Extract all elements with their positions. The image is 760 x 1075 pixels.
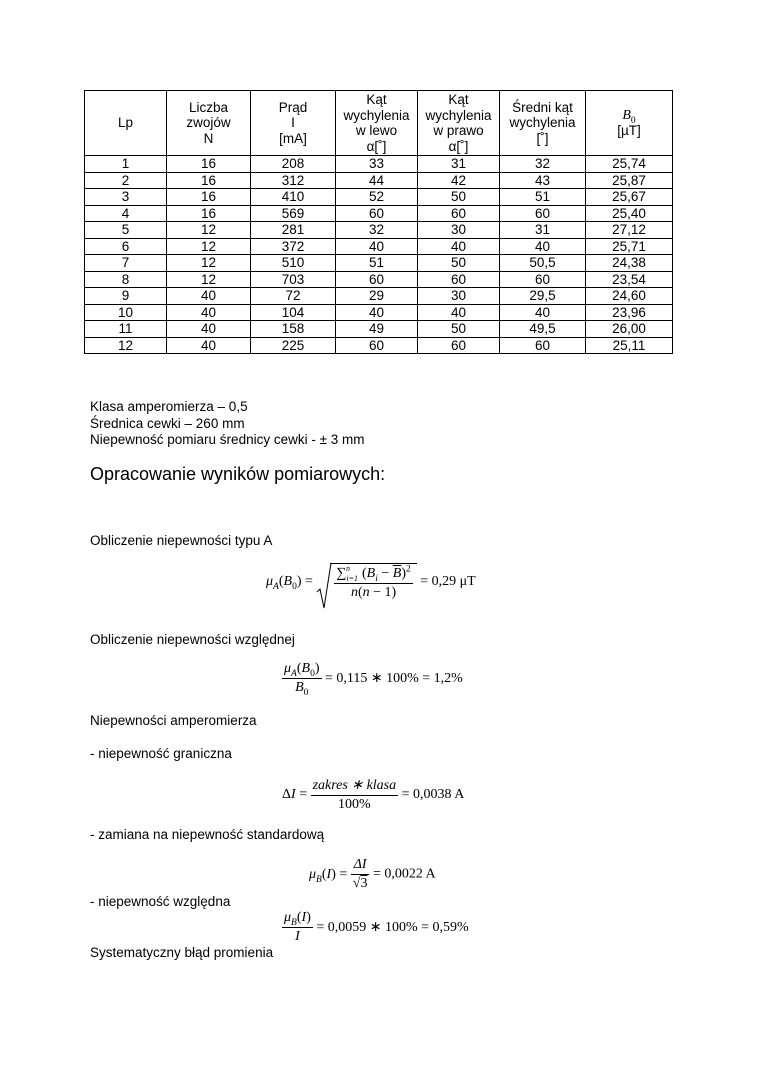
table-cell: 1 bbox=[85, 156, 167, 173]
table-cell: 410 bbox=[251, 189, 336, 206]
table-cell: 40 bbox=[167, 288, 251, 305]
table-cell: 2 bbox=[85, 172, 167, 189]
table-cell: 27,12 bbox=[586, 222, 673, 239]
table-cell: 52 bbox=[336, 189, 418, 206]
table-cell: 23,54 bbox=[586, 271, 673, 288]
standard-result: = 0,0022 A bbox=[372, 866, 436, 882]
column-header-line: α[˚] bbox=[448, 138, 469, 154]
column-header-line: [˚] bbox=[536, 130, 549, 146]
column-header-line: w prawo bbox=[433, 123, 484, 138]
column-header-line: wychylenia bbox=[343, 107, 410, 123]
table-cell: 49 bbox=[336, 321, 418, 338]
table-cell: 51 bbox=[500, 189, 586, 206]
type-a-label: Obliczenie niepewności typu A bbox=[90, 533, 273, 548]
table-cell: 32 bbox=[500, 156, 586, 173]
formula-relative2: $\frac{\mu_B(I)}{I}$ = 0,0059 ∗ 100% = 0,59% bbox=[284, 910, 469, 944]
table-cell: 44 bbox=[336, 172, 418, 189]
standard-numerator: ΔI bbox=[351, 857, 370, 875]
table-cell: 9 bbox=[85, 288, 167, 305]
limit-numerator: zakres ∗ klasa bbox=[311, 777, 399, 796]
square-root: $\frac{\sum_{i=1}^n (B_i - \overline{B})^2}{n(n - 1)}$ bbox=[316, 563, 416, 601]
table-cell: 31 bbox=[500, 222, 586, 239]
table-cell: 25,67 bbox=[586, 189, 673, 206]
column-header-line: [mA] bbox=[279, 130, 307, 146]
table-cell: 6 bbox=[85, 238, 167, 255]
table-cell: 43 bbox=[500, 172, 586, 189]
column-header-line: α[˚] bbox=[366, 138, 387, 154]
table-cell: 312 bbox=[251, 172, 336, 189]
table-row bbox=[85, 172, 673, 189]
table-row bbox=[85, 156, 673, 173]
section-heading: Opracowanie wyników pomiarowych: bbox=[90, 464, 386, 484]
table-cell: 23,96 bbox=[586, 304, 673, 321]
table-cell: 569 bbox=[251, 205, 336, 222]
table-cell: 104 bbox=[251, 304, 336, 321]
column-header bbox=[500, 91, 586, 156]
table-row bbox=[85, 205, 673, 222]
table-cell: 30 bbox=[418, 288, 500, 305]
table-cell: 12 bbox=[167, 271, 251, 288]
systematic-label: Systematyczny błąd promienia bbox=[90, 945, 274, 960]
table-cell: 7 bbox=[85, 255, 167, 272]
standard-label: - zamiana na niepewność standardową bbox=[90, 827, 325, 842]
column-header bbox=[167, 91, 251, 156]
table-cell: 281 bbox=[251, 222, 336, 239]
column-header bbox=[336, 91, 418, 156]
table-row bbox=[85, 271, 673, 288]
table-cell: 10 bbox=[85, 304, 167, 321]
table-row bbox=[85, 288, 673, 305]
column-header-line: $B_0$ bbox=[622, 107, 636, 126]
table-cell: 40 bbox=[167, 304, 251, 321]
column-header-line: N bbox=[203, 130, 214, 146]
table-cell: 40 bbox=[418, 304, 500, 321]
table-row bbox=[85, 337, 673, 354]
table-cell: 50 bbox=[418, 255, 500, 272]
table-cell: 60 bbox=[500, 205, 586, 222]
table-cell: 60 bbox=[418, 337, 500, 354]
table-cell: 29 bbox=[336, 288, 418, 305]
table-cell: 3 bbox=[85, 189, 167, 206]
table-cell: 25,71 bbox=[586, 238, 673, 255]
table-cell: 29,5 bbox=[500, 288, 586, 305]
column-header-line: zwojów bbox=[186, 115, 231, 131]
limit-label: - niepewność graniczna bbox=[90, 746, 232, 761]
table-header bbox=[85, 91, 673, 156]
table-cell: 30 bbox=[418, 222, 500, 239]
type-a-result: = 0,29 μT bbox=[420, 574, 476, 589]
table-cell: 510 bbox=[251, 255, 336, 272]
table-cell: 5 bbox=[85, 222, 167, 239]
table-cell: 40 bbox=[500, 304, 586, 321]
table-row bbox=[85, 238, 673, 255]
table-row bbox=[85, 304, 673, 321]
table-cell: 158 bbox=[251, 321, 336, 338]
table-cell: 25,40 bbox=[586, 205, 673, 222]
table-cell: 40 bbox=[167, 337, 251, 354]
table-cell: 225 bbox=[251, 337, 336, 354]
table-cell: 60 bbox=[500, 337, 586, 354]
table-cell: 32 bbox=[336, 222, 418, 239]
relative-result: = 0,115 ∗ 100% = 1,2% bbox=[325, 671, 463, 686]
table-cell: 25,11 bbox=[586, 337, 673, 354]
column-header bbox=[418, 91, 500, 156]
table-cell: 60 bbox=[336, 337, 418, 354]
table-cell: 51 bbox=[336, 255, 418, 272]
relative-label: Obliczenie niepewności względnej bbox=[90, 632, 295, 647]
table-cell: 12 bbox=[167, 238, 251, 255]
formula-type-a: $\mu_A(B_0)$ = $\frac{\sum_{i=1}^n (B_i - \overline{B})^2}{n(n - 1)}$ = 0,29 μT bbox=[266, 563, 476, 601]
column-header-line: Kąt bbox=[366, 92, 387, 107]
table-cell: 60 bbox=[336, 271, 418, 288]
table-row bbox=[85, 255, 673, 272]
diameter-uncertainty: Niepewność pomiaru średnicy cewki - ± 3 mm bbox=[90, 432, 365, 447]
table-cell: 16 bbox=[167, 172, 251, 189]
table-row bbox=[85, 222, 673, 239]
table-cell: 49,5 bbox=[500, 321, 586, 338]
table-cell: 24,60 bbox=[586, 288, 673, 305]
column-header-line: w lewo bbox=[355, 123, 398, 138]
column-header-line: I bbox=[291, 115, 295, 131]
column-header bbox=[85, 91, 167, 156]
table-cell: 25,74 bbox=[586, 156, 673, 173]
limit-denominator: 100% bbox=[338, 797, 371, 812]
table-cell: 208 bbox=[251, 156, 336, 173]
table-cell: 50 bbox=[418, 189, 500, 206]
table-cell: 16 bbox=[167, 189, 251, 206]
formula-limit: ΔI = $\frac{\text{zakres ∗ klasa}}{100\%}$ = 0,0038 A bbox=[282, 778, 465, 812]
column-header-line: Liczba bbox=[188, 99, 229, 115]
limit-result: = 0,0038 A bbox=[401, 787, 465, 802]
table-cell: 25,87 bbox=[586, 172, 673, 189]
column-header bbox=[586, 91, 673, 156]
table-body bbox=[85, 156, 673, 354]
column-header-line: Kąt bbox=[448, 92, 469, 107]
relative2-result: = 0,0059 ∗ 100% = 0,59% bbox=[316, 920, 469, 935]
table-cell: 50,5 bbox=[500, 255, 586, 272]
table-cell: 4 bbox=[85, 205, 167, 222]
table-cell: 72 bbox=[251, 288, 336, 305]
table-cell: 42 bbox=[418, 172, 500, 189]
formula-standard: $\mu_B(I)$ = $\frac{\Delta I}{√3}$ = 0,0022 A bbox=[309, 857, 436, 891]
column-header-line: Średni kąt bbox=[512, 99, 573, 115]
formula-relative: $\frac{\mu_A(B_0)}{B_0}$ = 0,115 ∗ 100% = 1,2% bbox=[284, 661, 463, 698]
table-cell: 12 bbox=[167, 222, 251, 239]
table-cell: 60 bbox=[418, 271, 500, 288]
table-cell: 16 bbox=[167, 156, 251, 173]
table-cell: 60 bbox=[418, 205, 500, 222]
coil-diameter: Średnica cewki – 260 mm bbox=[90, 415, 245, 431]
table-cell: 703 bbox=[251, 271, 336, 288]
table-cell: 24,38 bbox=[586, 255, 673, 272]
table-cell: 33 bbox=[336, 156, 418, 173]
table-cell: 60 bbox=[336, 205, 418, 222]
column-header-line: [µT] bbox=[617, 123, 641, 138]
ammeter-class: Klasa amperomierza – 0,5 bbox=[90, 399, 248, 414]
table-cell: 26,00 bbox=[586, 321, 673, 338]
column-header-line: Prąd bbox=[278, 99, 308, 115]
table-cell: 11 bbox=[85, 321, 167, 338]
measurement-table bbox=[84, 90, 673, 354]
column-header-line: wychylenia bbox=[425, 107, 492, 123]
relative2-label: - niepewność względna bbox=[90, 894, 231, 909]
column-header-line: wychylenia bbox=[509, 115, 576, 131]
table-cell: 31 bbox=[418, 156, 500, 173]
table-row bbox=[85, 321, 673, 338]
table-cell: 12 bbox=[85, 337, 167, 354]
table-cell: 372 bbox=[251, 238, 336, 255]
table-cell: 40 bbox=[336, 304, 418, 321]
table-cell: 40 bbox=[500, 238, 586, 255]
column-header-line: Lp bbox=[117, 115, 134, 131]
table-cell: 60 bbox=[500, 271, 586, 288]
table-cell: 8 bbox=[85, 271, 167, 288]
table-cell: 50 bbox=[418, 321, 500, 338]
instrument-info bbox=[90, 399, 365, 449]
table-cell: 40 bbox=[167, 321, 251, 338]
table-cell: 16 bbox=[167, 205, 251, 222]
table-cell: 40 bbox=[418, 238, 500, 255]
table-row bbox=[85, 189, 673, 206]
column-header bbox=[251, 91, 336, 156]
table-cell: 40 bbox=[336, 238, 418, 255]
table-cell: 12 bbox=[167, 255, 251, 272]
ammeter-label: Niepewności amperomierza bbox=[90, 713, 257, 728]
